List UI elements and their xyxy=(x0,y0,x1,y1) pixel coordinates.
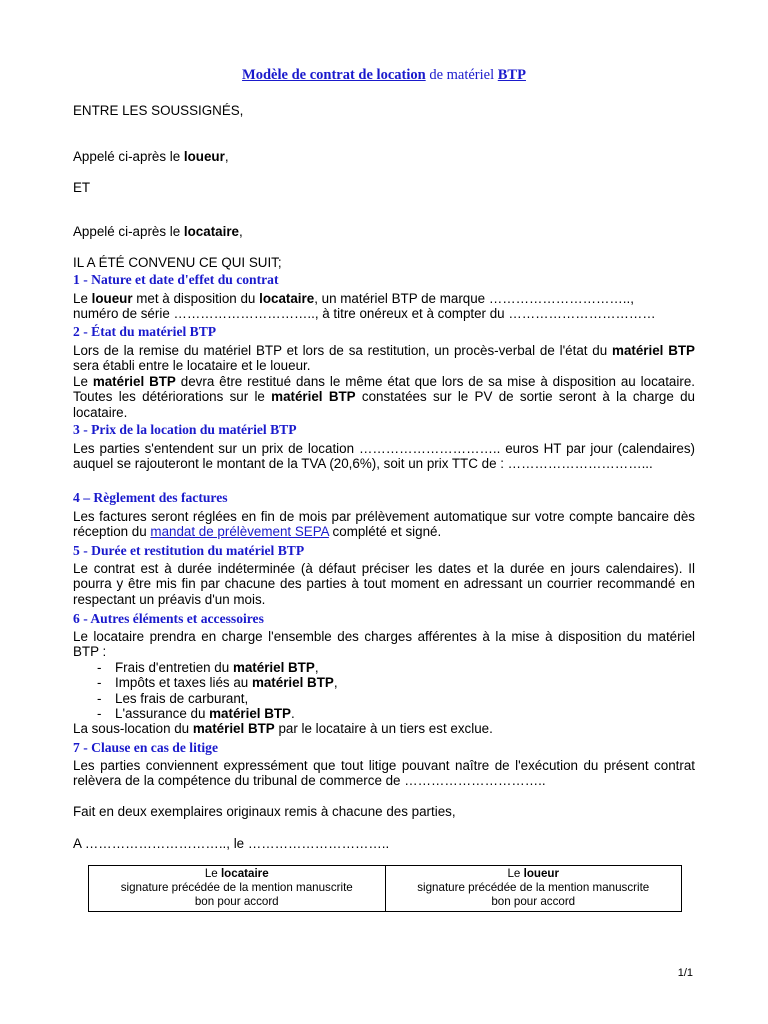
list-item-bold: matériel BTP xyxy=(251,675,334,691)
title-part-1: Modèle de contrat de location xyxy=(242,67,426,83)
section-6-list xyxy=(73,660,695,722)
title-part-3: BTP xyxy=(497,67,526,83)
list-item-text: Impôts et taxes liés au xyxy=(115,675,252,691)
intro-loueur-suffix: , xyxy=(224,149,229,164)
section-7-heading: 7 - Clause en cas de litige xyxy=(73,740,218,755)
section-2-para-1 xyxy=(73,343,695,374)
s6-outro-bold: matériel BTP xyxy=(192,721,275,737)
s2-p1-text-2: sera établi entre le locataire et le loueur. xyxy=(73,358,311,374)
s1-text-1: Le xyxy=(73,291,92,306)
list-dash: - xyxy=(97,690,102,706)
intro-convenu: IL A ÉTÉ CONVENU CE QUI SUIT; xyxy=(73,255,282,270)
signature-role: loueur xyxy=(523,867,560,880)
list-dash: - xyxy=(97,675,102,691)
signature-cell-locataire xyxy=(89,866,386,912)
list-item-text: Frais d'entretien du xyxy=(115,659,233,675)
section-6-heading: 6 - Autres éléments et accessoires xyxy=(73,611,264,626)
section-2-body xyxy=(73,343,695,420)
list-item-text: Les frais de carburant, xyxy=(115,690,249,706)
intro-loueur-word: loueur xyxy=(183,149,225,164)
list-item-bold: matériel BTP xyxy=(232,659,315,675)
signature-mention: signature précédée de la mention manuscrite xyxy=(120,881,353,894)
s2-p2-bold-2: matériel BTP xyxy=(271,389,356,405)
section-1-body xyxy=(73,291,695,322)
list-item-suffix: , xyxy=(314,659,319,675)
list-item xyxy=(97,691,695,706)
s6-outro-text-1: La sous-location du xyxy=(73,721,193,737)
intro-locataire xyxy=(73,224,695,239)
closing-lieu-date: A ………………………….., le ………………………….. xyxy=(73,836,390,851)
intro-locataire-word: locataire xyxy=(183,224,239,239)
signature-accord: bon pour accord xyxy=(491,895,576,908)
list-item xyxy=(97,675,695,690)
s6-outro-text-2: par le locataire à un tiers est exclue. xyxy=(274,721,493,737)
s2-p2-text-2: devra être restitué dans le même état que lors de sa mise à disposition au locataire. Toutes les détériorations sur le xyxy=(73,373,695,405)
signature-role-line xyxy=(388,867,680,881)
signature-mention: signature précédée de la mention manuscrite xyxy=(417,881,650,894)
section-6-outro xyxy=(73,721,695,736)
signature-role-line xyxy=(91,867,383,881)
section-2-heading: 2 - État du matériel BTP xyxy=(73,324,217,339)
s2-p2-bold-1: matériel BTP xyxy=(92,373,176,389)
intro-locataire-suffix: , xyxy=(239,224,243,239)
section-4-heading: 4 – Règlement des factures xyxy=(73,490,228,505)
s1-text-2: met à disposition du xyxy=(132,291,260,306)
list-item-suffix: , xyxy=(333,675,338,691)
list-item xyxy=(97,660,695,675)
sepa-mandate-link[interactable]: mandat de prélèvement SEPA xyxy=(150,524,329,540)
closing-fait: Fait en deux exemplaires originaux remis à chacune des parties, xyxy=(73,804,456,819)
s2-p2-text-3: constatées sur le PV de sortie seront à la charge du locataire. xyxy=(73,389,695,420)
list-item-suffix: . xyxy=(291,706,295,722)
intro-entre: ENTRE LES SOUSSIGNÉS, xyxy=(73,103,244,118)
intro-et: ET xyxy=(73,180,91,195)
section-4-body xyxy=(73,509,695,540)
section-1-line-1 xyxy=(73,291,695,306)
signature-cell-loueur xyxy=(385,866,682,912)
list-dash: - xyxy=(97,659,102,675)
list-item-bold: matériel BTP xyxy=(209,706,291,722)
s2-p1-bold-1: matériel BTP xyxy=(612,343,695,358)
intro-locataire-prefix: Appelé ci-après le xyxy=(73,224,184,239)
section-6-body xyxy=(73,629,695,737)
list-dash: - xyxy=(97,706,102,722)
signature-prefix: Le xyxy=(507,867,524,880)
s1-bold-locataire: locataire xyxy=(259,291,315,306)
s4-text-1: Les factures seront réglées en fin de mois par prélèvement automatique sur votre compte bancaire dès réception du xyxy=(73,509,695,540)
signature-accord: bon pour accord xyxy=(194,895,279,908)
s2-p2-text-1: Le xyxy=(73,373,93,389)
s1-text-3: , un matériel BTP de marque ………………………….., xyxy=(314,291,634,306)
intro-loueur xyxy=(73,149,695,164)
section-6-intro: Le locataire prendra en charge l'ensemble des charges afférentes à la mise à disposition du matériel BTP : xyxy=(73,629,695,660)
signature-table xyxy=(88,865,682,912)
s4-text-2: complété et signé. xyxy=(328,524,442,540)
document-title xyxy=(73,68,695,83)
section-1-heading: 1 - Nature et date d'effet du contrat xyxy=(73,272,279,287)
section-1-line-2: numéro de série ………………………….., à titre onéreux et à compter du …………………………… xyxy=(73,306,656,322)
list-item xyxy=(97,706,695,721)
section-2-para-2 xyxy=(73,374,695,420)
list-item-text: L'assurance du xyxy=(115,706,210,722)
s1-bold-loueur: loueur xyxy=(91,291,133,306)
section-5-heading: 5 - Durée et restitution du matériel BTP xyxy=(73,543,305,558)
signature-prefix: Le xyxy=(204,867,221,880)
section-3-body: Les parties s'entendent sur un prix de location ………………………….. euros HT par jour (calendaires) auquel se rajouteront le montant de la TVA (20,6%), soit un prix TTC de : …………………………... xyxy=(73,441,695,472)
s2-p1-text-1: Lors de la remise du matériel BTP et lors de sa restitution, un procès-verbal de l'état du xyxy=(73,343,613,358)
title-part-2: de matériel xyxy=(425,67,498,83)
section-5-body: Le contrat est à durée indéterminée (à défaut préciser les dates et la durée en jours calendaires). Il pourra y être mis fin par chacune des parties à tout moment en adressant un courrier recommandé en respectant un préavis d'un mois. xyxy=(73,561,695,607)
signature-role: locataire xyxy=(220,867,269,880)
section-3-heading: 3 - Prix de la location du matériel BTP xyxy=(73,422,297,437)
page-number: 1/1 xyxy=(677,967,693,979)
intro-loueur-prefix: Appelé ci-après le xyxy=(73,149,184,164)
section-7-body: Les parties conviennent expressément que tout litige pouvant naître de l'exécution du présent contrat relèvera de la compétence du tribunal de commerce de ………………………….. xyxy=(73,758,695,789)
